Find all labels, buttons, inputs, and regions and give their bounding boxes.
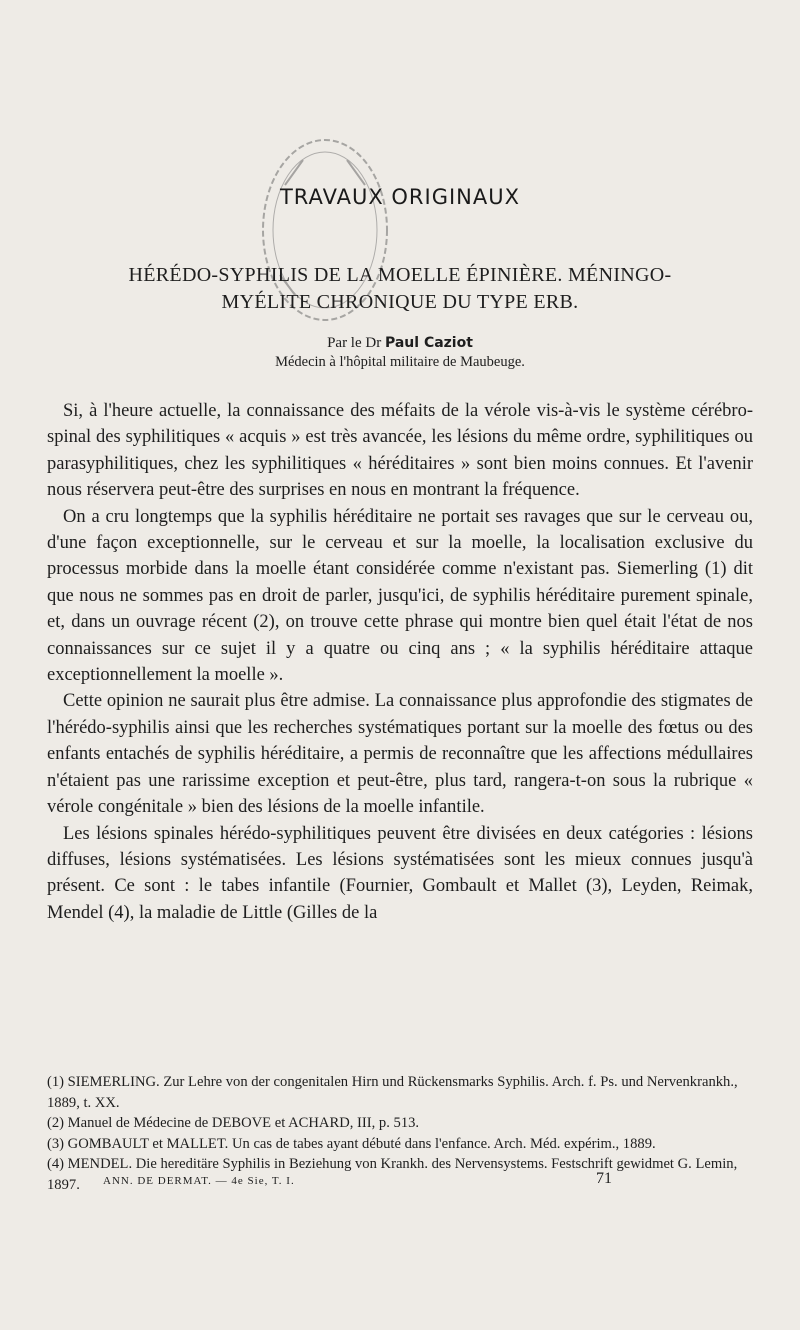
footnote: (4) MENDEL. Die hereditäre Syphilis in Beziehung von Krankh. des Nervensystems. Festschrift gewidmet G. Lemin, 1897.: [47, 1156, 738, 1193]
footnote: (3) GOMBAULT et MALLET. Un cas de tabes ayant débuté dans l'enfance. Arch. Méd. expérim., 1889.: [47, 1135, 656, 1152]
footnote: (1) SIEMERLING. Zur Lehre von der congenitalen Hirn und Rückensmarks Syphilis. Arch. f. Ps. und Nervenkrankh., 1889, t. XX.: [47, 1074, 738, 1111]
paragraph: On a cru longtemps que la syphilis héréditaire ne portait ses ravages que sur le cerveau ou, d'une façon exceptionnelle, sur le cerveau et sur la moelle, la localisation exclusive du processus morbide dans la moelle étant considérée comme n'existant pas. Siemerling (1) dit que nous ne sommes pas en droit de parler, jusqu'ici, de syphilis héréditaire purement spinale, et, dans un ouvrage récent (2), on trouve cette phrase qui montre bien quel était l'état de nos connaissances sur ce sujet il y a quatre ou cinq ans ; « la syphilis héréditaire attaque exceptionnellement la moelle ».: [47, 506, 753, 686]
article-title: [55, 262, 745, 316]
footnote: (2) Manuel de Médecine de DEBOVE et ACHARD, III, p. 513.: [47, 1115, 420, 1131]
article-body: [47, 398, 753, 926]
paragraph: Si, à l'heure actuelle, la connaissance des méfaits de la vérole vis-à-vis le système cérébro-spinal des syphilitiques « acquis » est très avancée, les lésions du même ordre, syphilitiques ou parasyphilitiques, chez les syphilitiques « héréditaires » sont bien moins connues. Et l'avenir nous réservera peut-être des surprises en nous en montrant la fréquence.: [47, 401, 753, 501]
author-affiliation: Médecin à l'hôpital militaire de Maubeuge.: [275, 354, 525, 370]
author-name: Paul Caziot: [384, 335, 473, 351]
paragraph: Les lésions spinales hérédo-syphilitiques peuvent être divisées en deux catégories : lésions diffuses, lésions systématisées. Les lésions systématisées sont les mieux connues jusqu'à présent. Ce sont : le tabes infantile (Fournier, Gombault et Mallet (3), Leyden, Reimak, Mendel (4), la maladie de Little (Gilles de la: [47, 823, 753, 923]
paragraph: Cette opinion ne saurait plus être admise. La connaissance plus approfondie des stigmates de l'hérédo-syphilis ainsi que les recherches systématiques portant sur la moelle des fœtus ou des enfants entachés de syphilis héréditaire, a permis de reconnaître que les affections médullaires n'étaient pas une rarissime exception et peut-être, plus tard, rangera-t-on sous la rubrique « vérole congénitale » bien des lésions de la moelle infantile.: [47, 691, 753, 818]
author-line: [0, 335, 800, 352]
article-title-line-2: MYÉLITE CHRONIQUE DU TYPE ERB.: [221, 291, 579, 313]
article-title-line-1: HÉRÉDO-SYPHILIS DE LA MOELLE ÉPINIÈRE. MÉNINGO-: [128, 264, 672, 286]
page-number: 71: [596, 1170, 612, 1187]
author-prefix: Par le Dr: [327, 335, 382, 351]
section-heading: TRAVAUX ORIGINAUX: [279, 185, 521, 209]
journal-footer: ANN. DE DERMAT. — 4e Sie, T. I.: [103, 1175, 295, 1187]
